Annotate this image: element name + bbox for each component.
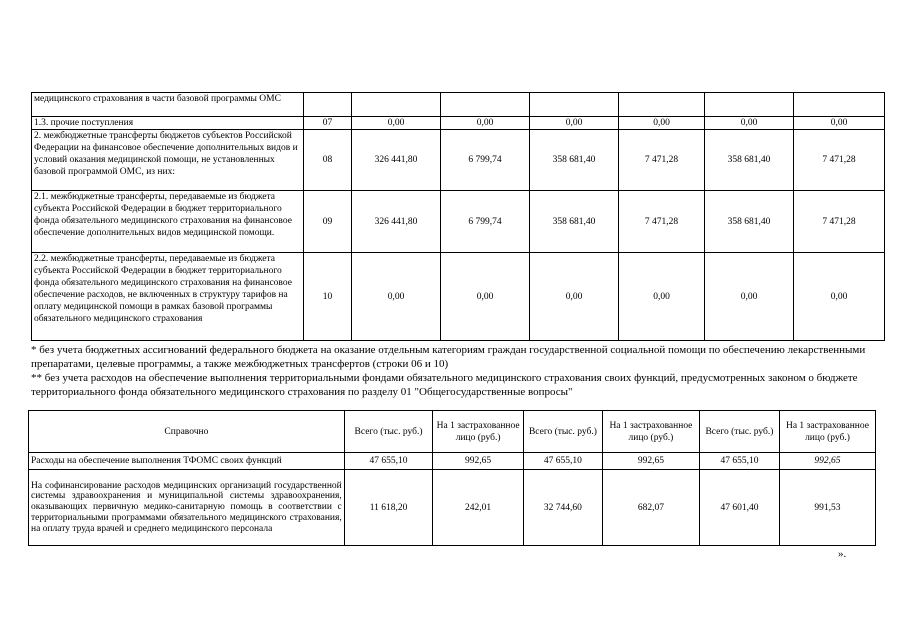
cell-value: 242,01 [433,470,524,546]
cell-value: 6 799,74 [441,130,530,191]
cell-value [530,93,619,117]
row-label: 2.2. межбюджетные трансферты, передаваемые из бюджета субъекта Российской Федерации в бюджет территориального фонда обязательного медицинского страхования на финансовое обеспечение расходов, не включенных в структуру тарифов на оплату медицинской помощи в рамках базовой программы обязательного медицинского страхования [32,253,304,341]
cell-value [705,93,794,117]
cell-value [619,93,705,117]
footnotes [31,343,891,399]
cell-value: 326 441,80 [352,130,441,191]
table-row [32,93,885,117]
row-label: 1.3. прочие поступления [32,117,304,130]
cell-value: 992,65 [779,453,875,470]
column-header: На 1 застрахованное лицо (руб.) [779,411,875,453]
cell-value: 0,00 [352,253,441,341]
cell-value: 0,00 [530,253,619,341]
row-label: Расходы на обеспечение выполнения ТФОМС своих функций [29,453,345,470]
cell-value: 0,00 [705,253,794,341]
cell-value: 358 681,40 [530,191,619,253]
cell-value: 11 618,20 [344,470,433,546]
cell-value: 992,65 [433,453,524,470]
cell-value: 0,00 [705,117,794,130]
revenue-table [31,92,885,341]
table-row [29,470,876,546]
column-header: Всего (тыс. руб.) [344,411,433,453]
cell-value: 0,00 [352,117,441,130]
reference-table [28,410,876,546]
row-label: 2. межбюджетные трансферты бюджетов субъектов Российской Федерации на финансовое обеспечение дополнительных видов и условий оказания медицинской помощи, не установленных базовой программой ОМС, из них: [32,130,304,191]
cell-value [441,93,530,117]
column-header: Справочно [29,411,345,453]
row-label: На софинансирование расходов медицинских организаций государственной системы здравоохранения и муниципальной системы здравоохранения, оказывающих первичную медико-санитарную помощь в соответствии с территориальными программами обязательного медицинского страхования, на оплату труда врачей и среднего медицинского персонала [29,470,345,546]
cell-value: 0,00 [794,253,885,341]
footnote-1: * без учета бюджетных ассигнований федерального бюджета на оказание отдельным категориям граждан государственной социальной помощи по обеспечению лекарственными препаратами, целевые программы, а также межбюджетных трансфертов (строки 06 и 10) [31,344,866,370]
cell-value: 47 655,10 [523,453,602,470]
cell-value [794,93,885,117]
table-row [32,253,885,341]
cell-value: 7 471,28 [794,130,885,191]
cell-value: 0,00 [441,117,530,130]
row-label: 2.1. межбюджетные трансферты, передаваемые из бюджета субъекта Российской Федерации в бюджет территориального фонда обязательного медицинского страхования на финансовое обеспечение дополнительных видов медицинской помощи. [32,191,304,253]
column-header: Всего (тыс. руб.) [699,411,779,453]
cell-value: 358 681,40 [705,191,794,253]
cell-value: 47 601,40 [699,470,779,546]
header-row [29,411,876,453]
cell-value: 47 655,10 [699,453,779,470]
cell-value: 0,00 [794,117,885,130]
table-row [32,191,885,253]
cell-value: 682,07 [602,470,699,546]
table-row [29,453,876,470]
table-row [32,130,885,191]
cell-value: 7 471,28 [619,130,705,191]
row-code: 08 [304,130,352,191]
cell-value: 0,00 [441,253,530,341]
cell-value: 7 471,28 [619,191,705,253]
cell-value: 0,00 [619,253,705,341]
cell-value [352,93,441,117]
closing-quote: ». [838,548,847,560]
cell-value: 326 441,80 [352,191,441,253]
footnote-2: ** без учета расходов на обеспечение выполнения территориальными фондами обязательного медицинского страхования своих функций, предусмотренных законом о бюджете территориального фонда обязательного медицинского страхования по разделу 01 "Общегосударственные вопросы" [31,372,858,398]
row-label: медицинского страхования в части базовой программы ОМС [32,93,304,117]
cell-value: 0,00 [530,117,619,130]
column-header: На 1 застрахованное лицо (руб.) [602,411,699,453]
cell-value: 0,00 [619,117,705,130]
cell-value: 6 799,74 [441,191,530,253]
cell-value: 358 681,40 [530,130,619,191]
cell-value: 358 681,40 [705,130,794,191]
column-header: Всего (тыс. руб.) [523,411,602,453]
row-code: 07 [304,117,352,130]
row-code: 09 [304,191,352,253]
row-code [304,93,352,117]
cell-value: 32 744,60 [523,470,602,546]
cell-value: 991,53 [779,470,875,546]
column-header: На 1 застрахованное лицо (руб.) [433,411,524,453]
cell-value: 7 471,28 [794,191,885,253]
table-row [32,117,885,130]
row-code: 10 [304,253,352,341]
cell-value: 992,65 [602,453,699,470]
cell-value: 47 655,10 [344,453,433,470]
